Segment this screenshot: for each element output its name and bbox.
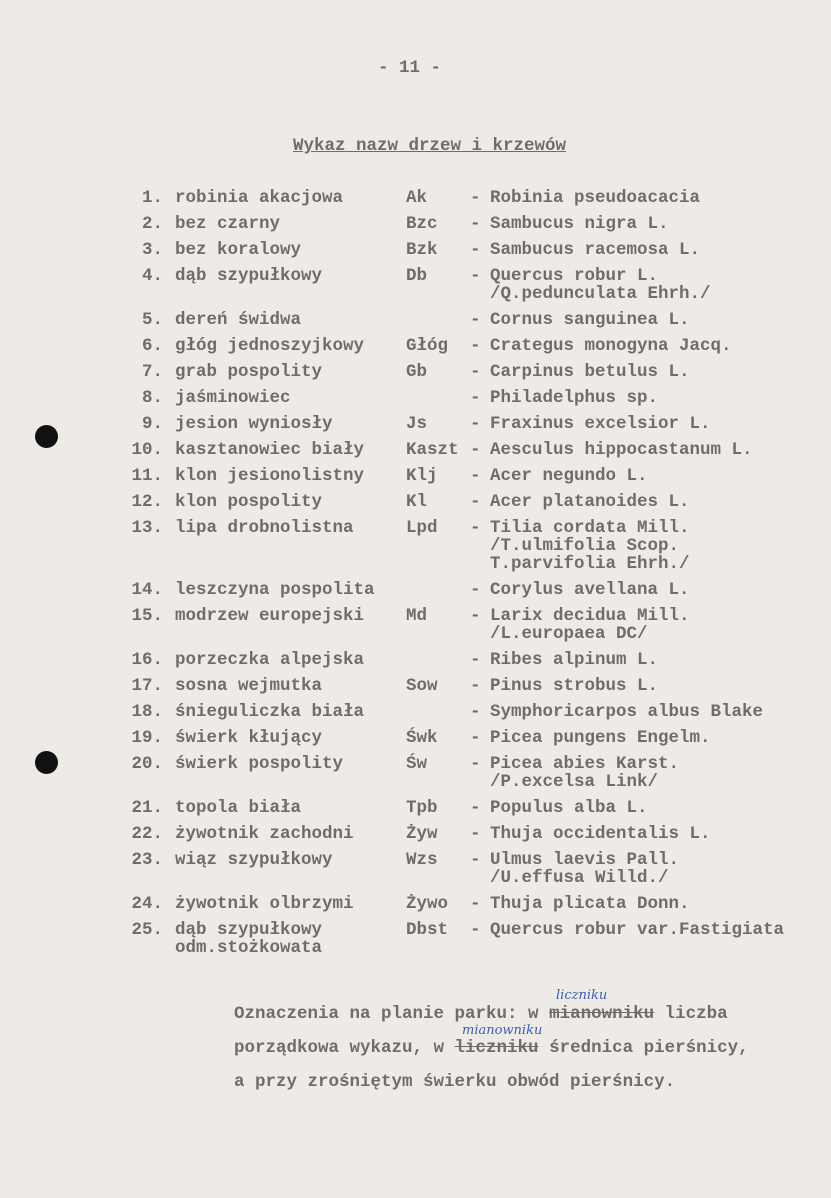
list-item	[0, 241, 831, 267]
latin-name: /P.excelsa Link/	[490, 772, 659, 792]
item-number: 6.	[141, 336, 163, 356]
latin-name: /T.ulmifolia Scop.	[490, 536, 680, 556]
abbreviation-code: Lpd	[406, 518, 438, 538]
list-item	[0, 363, 831, 389]
abbreviation-code: Żyw	[406, 824, 438, 844]
list-item	[0, 703, 831, 729]
document-title	[0, 136, 831, 156]
page-number-text: - 11 -	[377, 58, 441, 78]
abbreviation-code: Sow	[406, 676, 438, 696]
latin-name: Acer negundo L.	[490, 466, 648, 486]
list-item-line	[0, 493, 831, 511]
polish-name: dereń świdwa	[175, 310, 302, 330]
latin-name: Sambucus nigra L.	[490, 214, 669, 234]
latin-name: Cornus sanguinea L.	[490, 310, 690, 330]
dash: -	[470, 310, 481, 330]
polish-name: śnieguliczka biała	[175, 702, 365, 722]
list-item-line	[0, 241, 831, 259]
list-item-line	[0, 939, 831, 957]
polish-name: bez czarny	[175, 214, 281, 234]
list-item-line	[0, 825, 831, 843]
list-item-line	[0, 729, 831, 747]
dash: -	[470, 676, 481, 696]
list-item-line	[0, 337, 831, 355]
list-item-line	[0, 773, 831, 791]
list-item-line	[0, 441, 831, 459]
abbreviation-code: Bzc	[406, 214, 438, 234]
item-number: 2.	[141, 214, 163, 234]
list-item-line	[0, 651, 831, 669]
list-item	[0, 825, 831, 851]
latin-name: Corylus avellana L.	[490, 580, 690, 600]
dash: -	[470, 388, 481, 408]
dash: -	[470, 518, 481, 538]
latin-name: Quercus robur var.Fastigiata	[490, 920, 785, 940]
polish-name: bez koralowy	[175, 240, 302, 260]
abbreviation-code: Ak	[406, 188, 428, 208]
dash: -	[470, 754, 481, 774]
list-item-line	[0, 537, 831, 555]
list-item	[0, 441, 831, 467]
latin-name: Thuja occidentalis L.	[490, 824, 711, 844]
list-item	[0, 311, 831, 337]
polish-name-variant: odm.stożkowata	[175, 938, 323, 958]
note-text: średnica pierśnicy,	[538, 1038, 749, 1058]
list-item-line	[0, 285, 831, 303]
latin-name: Philadelphus sp.	[490, 388, 659, 408]
item-number: 21.	[131, 798, 163, 818]
polish-name: klon jesionolistny	[175, 466, 365, 486]
polish-name: leszczyna pospolita	[175, 580, 375, 600]
item-number: 23.	[131, 850, 163, 870]
list-item-line	[0, 921, 831, 939]
abbreviation-code: Bzk	[406, 240, 438, 260]
list-item-line	[0, 267, 831, 285]
abbreviation-code: Kaszt	[406, 440, 459, 460]
handwritten-correction: mianowniku	[462, 1023, 543, 1038]
list-item-line	[0, 703, 831, 721]
item-number: 17.	[131, 676, 163, 696]
abbreviation-code: Śwk	[406, 728, 438, 748]
list-item-line	[0, 799, 831, 817]
polish-name: wiąz szypułkowy	[175, 850, 333, 870]
abbreviation-code: Gb	[406, 362, 428, 382]
polish-name: sosna wejmutka	[175, 676, 323, 696]
page-number	[0, 58, 831, 78]
list-item-line	[0, 869, 831, 887]
polish-name: świerk kłujący	[175, 728, 323, 748]
list-item-line	[0, 555, 831, 573]
dash: -	[470, 702, 481, 722]
list-item-line	[0, 851, 831, 869]
polish-name: grab pospolity	[175, 362, 323, 382]
struck-word: liczniku	[454, 1038, 539, 1058]
latin-name: /U.effusa Willd./	[490, 868, 669, 888]
species-list	[0, 189, 831, 965]
list-item	[0, 651, 831, 677]
item-number: 20.	[131, 754, 163, 774]
latin-name: T.parvifolia Ehrh./	[490, 554, 690, 574]
list-item	[0, 389, 831, 415]
handwritten-correction: liczniku	[556, 988, 608, 1003]
item-number: 16.	[131, 650, 163, 670]
latin-name: Quercus robur L.	[490, 266, 659, 286]
item-number: 22.	[131, 824, 163, 844]
list-item-line	[0, 607, 831, 625]
abbreviation-code: Js	[406, 414, 428, 434]
dash: -	[470, 728, 481, 748]
item-number: 18.	[131, 702, 163, 722]
dash: -	[470, 466, 481, 486]
latin-name: Acer platanoides L.	[490, 492, 690, 512]
list-item	[0, 581, 831, 607]
dash: -	[470, 824, 481, 844]
list-item-line	[0, 389, 831, 407]
latin-name: Populus alba L.	[490, 798, 648, 818]
abbreviation-code: Db	[406, 266, 428, 286]
latin-name: Larix decidua Mill.	[490, 606, 690, 626]
abbreviation-code: Dbst	[406, 920, 449, 940]
struck-word: mianowniku	[549, 1004, 655, 1024]
item-number: 5.	[141, 310, 163, 330]
polish-name: modrzew europejski	[175, 606, 365, 626]
latin-name: Thuja plicata Donn.	[490, 894, 690, 914]
item-number: 10.	[131, 440, 163, 460]
abbreviation-code: Kl	[406, 492, 428, 512]
latin-name: Picea abies Karst.	[490, 754, 680, 774]
dash: -	[470, 362, 481, 382]
note-text: a przy zrośniętym świerku obwód pierśnicy.	[234, 1072, 676, 1092]
dash: -	[470, 336, 481, 356]
item-number: 13.	[131, 518, 163, 538]
latin-name: /Q.pedunculata Ehrh./	[490, 284, 711, 304]
dash: -	[470, 580, 481, 600]
list-item	[0, 729, 831, 755]
list-item	[0, 493, 831, 519]
note-line-3	[234, 1072, 749, 1106]
item-number: 9.	[141, 414, 163, 434]
dash: -	[470, 240, 481, 260]
list-item	[0, 677, 831, 703]
dash: -	[470, 440, 481, 460]
dash: -	[470, 798, 481, 818]
list-item-line	[0, 677, 831, 695]
list-item-line	[0, 755, 831, 773]
dash: -	[470, 920, 481, 940]
abbreviation-code: Klj	[406, 466, 438, 486]
abbreviation-code: Md	[406, 606, 428, 626]
item-number: 12.	[131, 492, 163, 512]
list-item-line	[0, 467, 831, 485]
list-item-line	[0, 189, 831, 207]
abbreviation-code: Św	[406, 754, 428, 774]
list-item	[0, 519, 831, 581]
list-item-line	[0, 895, 831, 913]
note-text: porządkowa wykazu, w	[234, 1038, 455, 1058]
polish-name: dąb szypułkowy	[175, 920, 323, 940]
list-item	[0, 267, 831, 311]
dash: -	[470, 850, 481, 870]
dash: -	[470, 606, 481, 626]
list-item	[0, 607, 831, 651]
dash: -	[470, 492, 481, 512]
latin-name: Ribes alpinum L.	[490, 650, 659, 670]
item-number: 25.	[131, 920, 163, 940]
list-item	[0, 895, 831, 921]
latin-name: Fraxinus excelsior L.	[490, 414, 711, 434]
title-text: Wykaz nazw drzew i krzewów	[292, 136, 567, 156]
polish-name: jesion wyniosły	[175, 414, 333, 434]
polish-name: porzeczka alpejska	[175, 650, 365, 670]
latin-name: Pinus strobus L.	[490, 676, 659, 696]
latin-name: Robinia pseudoacacia	[490, 188, 701, 208]
polish-name: klon pospolity	[175, 492, 323, 512]
polish-name: głóg jednoszyjkowy	[175, 336, 365, 356]
list-item-line	[0, 363, 831, 381]
item-number: 11.	[131, 466, 163, 486]
item-number: 24.	[131, 894, 163, 914]
polish-name: żywotnik olbrzymi	[175, 894, 354, 914]
note-text: liczba	[654, 1004, 728, 1024]
dash: -	[470, 650, 481, 670]
latin-name: Aesculus hippocastanum L.	[490, 440, 753, 460]
latin-name: Crategus monogyna Jacq.	[490, 336, 732, 356]
item-number: 14.	[131, 580, 163, 600]
list-item	[0, 755, 831, 799]
latin-name: Sambucus racemosa L.	[490, 240, 701, 260]
list-item	[0, 467, 831, 493]
latin-name: Carpinus betulus L.	[490, 362, 690, 382]
item-number: 19.	[131, 728, 163, 748]
note-line-2	[234, 1023, 749, 1072]
list-item-line	[0, 415, 831, 433]
polish-name: jaśminowiec	[175, 388, 291, 408]
dash: -	[470, 214, 481, 234]
latin-name: Ulmus laevis Pall.	[490, 850, 680, 870]
list-item	[0, 215, 831, 241]
polish-name: topola biała	[175, 798, 302, 818]
item-number: 8.	[141, 388, 163, 408]
list-item	[0, 921, 831, 965]
polish-name: robinia akacjowa	[175, 188, 344, 208]
abbreviation-code: Tpb	[406, 798, 438, 818]
polish-name: kasztanowiec biały	[175, 440, 365, 460]
note-text: Oznaczenia na planie parku: w	[234, 1004, 550, 1024]
item-number: 15.	[131, 606, 163, 626]
list-item	[0, 799, 831, 825]
item-number: 4.	[141, 266, 163, 286]
latin-name: Picea pungens Engelm.	[490, 728, 711, 748]
latin-name: /L.europaea DC/	[490, 624, 648, 644]
list-item-line	[0, 519, 831, 537]
abbreviation-code: Wzs	[406, 850, 438, 870]
list-item	[0, 415, 831, 441]
item-number: 3.	[141, 240, 163, 260]
abbreviation-code: Żywo	[406, 894, 449, 914]
dash: -	[470, 894, 481, 914]
latin-name: Tilia cordata Mill.	[490, 518, 690, 538]
list-item-line	[0, 215, 831, 233]
polish-name: lipa drobnolistna	[175, 518, 354, 538]
legend-note	[234, 988, 749, 1106]
dash: -	[470, 188, 481, 208]
latin-name: Symphoricarpos albus Blake	[490, 702, 764, 722]
list-item	[0, 851, 831, 895]
list-item-line	[0, 625, 831, 643]
dash: -	[470, 266, 481, 286]
item-number: 7.	[141, 362, 163, 382]
list-item-line	[0, 581, 831, 599]
polish-name: żywotnik zachodni	[175, 824, 354, 844]
list-item	[0, 189, 831, 215]
dash: -	[470, 414, 481, 434]
item-number: 1.	[141, 188, 163, 208]
abbreviation-code: Głóg	[406, 336, 449, 356]
list-item	[0, 337, 831, 363]
polish-name: świerk pospolity	[175, 754, 344, 774]
polish-name: dąb szypułkowy	[175, 266, 323, 286]
list-item-line	[0, 311, 831, 329]
